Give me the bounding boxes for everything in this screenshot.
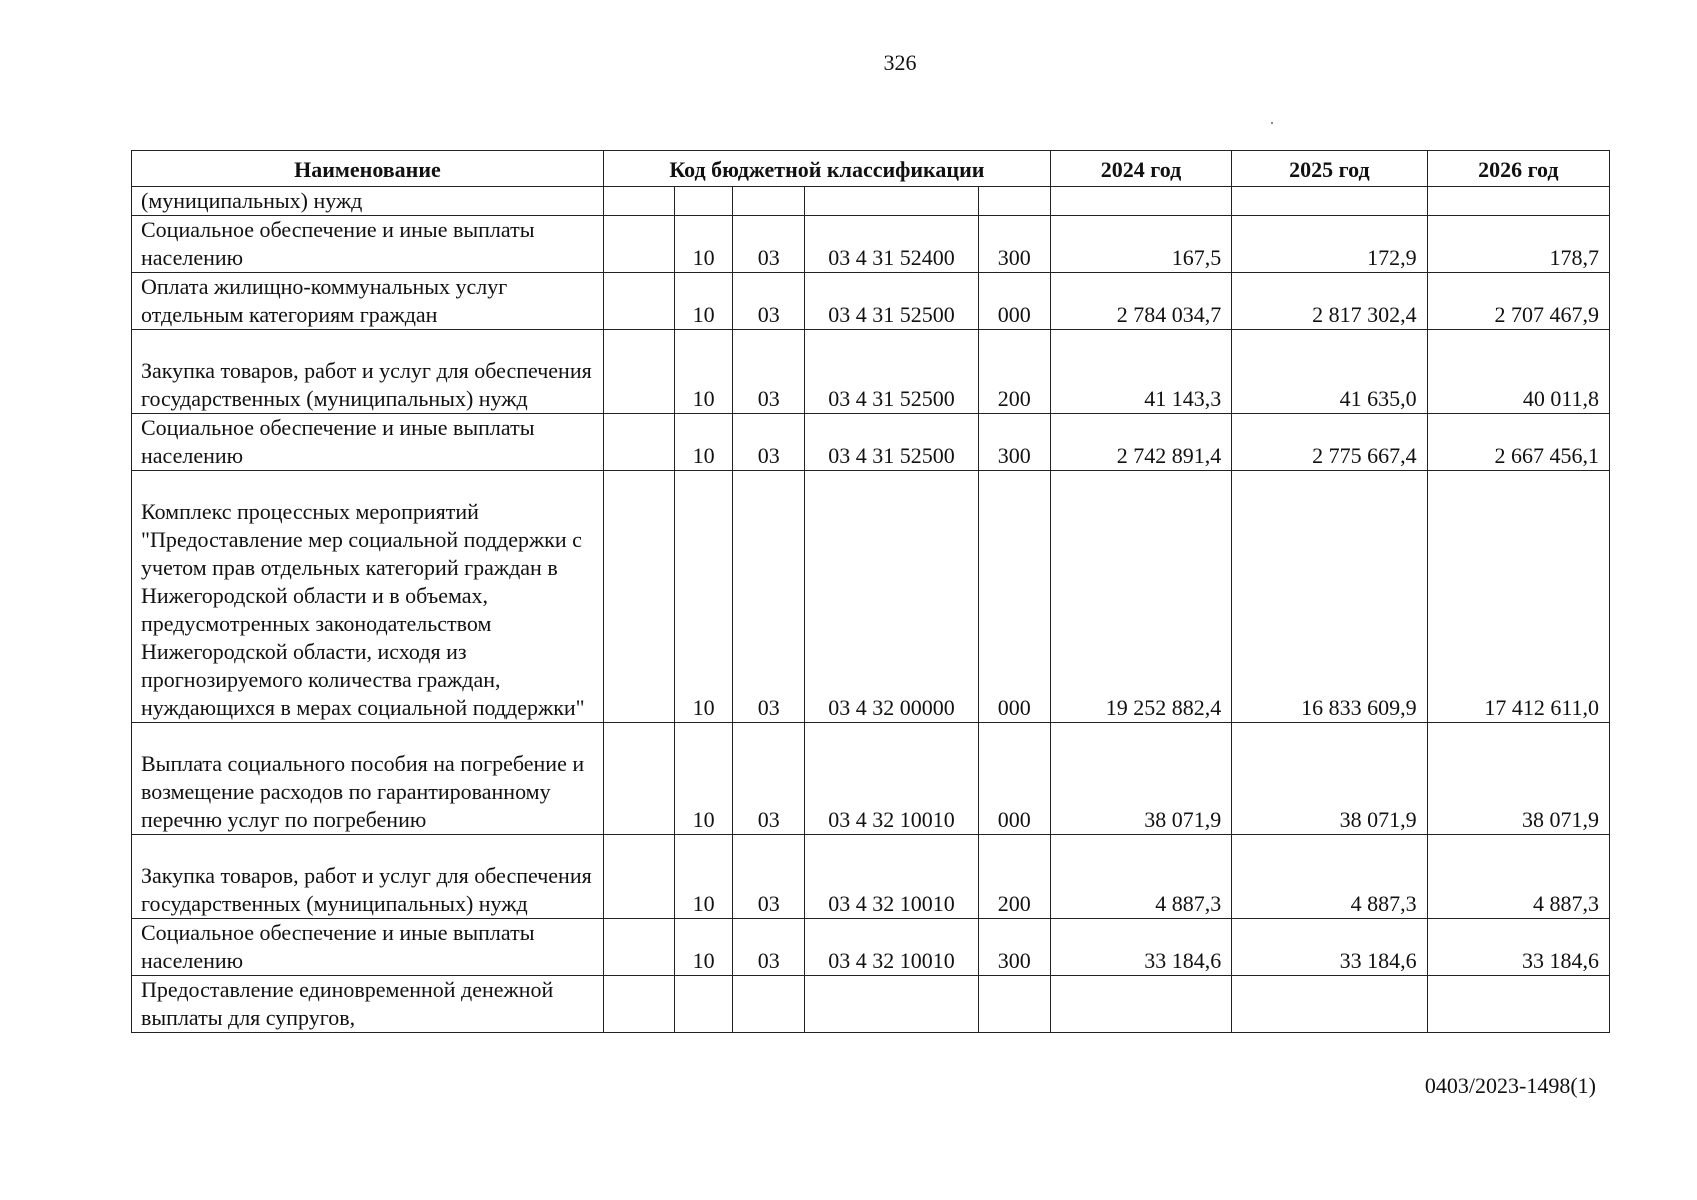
code-target: 03 4 31 52400 <box>805 216 978 273</box>
code-expense-type: 000 <box>978 273 1050 330</box>
value-2026: 40 011,8 <box>1427 330 1609 414</box>
code-target <box>805 187 978 216</box>
row-name: Закупка товаров, работ и услуг для обеспечения государственных (муниципальных) нужд <box>132 330 604 414</box>
header-2026: 2026 год <box>1427 151 1609 187</box>
code-target: 03 4 31 52500 <box>805 273 978 330</box>
code-expense-type: 300 <box>978 919 1050 976</box>
page-number-text: 326 <box>883 50 917 75</box>
code-subsection: 03 <box>733 330 805 414</box>
value-2026: 33 184,6 <box>1427 919 1609 976</box>
code-blank <box>603 330 674 414</box>
code-expense-type: 000 <box>978 471 1050 723</box>
code-blank <box>603 273 674 330</box>
value-2025: 16 833 609,9 <box>1232 471 1427 723</box>
document-footer-code: 0403/2023-1498(1) <box>1424 1073 1596 1098</box>
code-section: 10 <box>675 414 733 471</box>
value-2025: 172,9 <box>1232 216 1427 273</box>
code-subsection: 03 <box>733 835 805 919</box>
row-name: Социальное обеспечение и иные выплаты населению <box>132 919 604 976</box>
code-subsection <box>733 976 805 1033</box>
value-2025: 38 071,9 <box>1232 723 1427 835</box>
value-2026: 38 071,9 <box>1427 723 1609 835</box>
code-subsection: 03 <box>733 273 805 330</box>
value-2025: 2 817 302,4 <box>1232 273 1427 330</box>
value-2025 <box>1232 187 1427 216</box>
code-section <box>675 976 733 1033</box>
code-blank <box>603 976 674 1033</box>
code-subsection: 03 <box>733 414 805 471</box>
code-expense-type: 200 <box>978 835 1050 919</box>
code-subsection: 03 <box>733 216 805 273</box>
row-name: Комплекс процессных мероприятий "Предоставление мер социальной поддержки с учетом прав отдельных категорий граждан в Нижегородской области и в объемах, предусмотренных законодательством Нижегородской области, исходя из прогнозируемого количества граждан, нуждающихся в мерах социальной поддержки" <box>132 471 604 723</box>
value-2026: 4 887,3 <box>1427 835 1609 919</box>
value-2026: 17 412 611,0 <box>1427 471 1609 723</box>
table-row <box>132 835 1610 919</box>
code-expense-type: 200 <box>978 330 1050 414</box>
code-section: 10 <box>675 471 733 723</box>
value-2024 <box>1050 187 1231 216</box>
code-section: 10 <box>675 330 733 414</box>
table-row <box>132 414 1610 471</box>
row-name: Закупка товаров, работ и услуг для обеспечения государственных (муниципальных) нужд <box>132 835 604 919</box>
code-target <box>805 976 978 1033</box>
code-subsection: 03 <box>733 471 805 723</box>
value-2025 <box>1232 976 1427 1033</box>
value-2024: 19 252 882,4 <box>1050 471 1231 723</box>
table-row <box>132 330 1610 414</box>
header-budget-code: Код бюджетной классификации <box>603 151 1050 187</box>
row-name: Предоставление единовременной денежной выплаты для супругов, <box>132 976 604 1033</box>
row-name: Выплата социального пособия на погребение и возмещение расходов по гарантированному перечню услуг по погребению <box>132 723 604 835</box>
value-2026: 178,7 <box>1427 216 1609 273</box>
value-2024: 33 184,6 <box>1050 919 1231 976</box>
code-section: 10 <box>675 919 733 976</box>
row-name: Социальное обеспечение и иные выплаты населению <box>132 216 604 273</box>
value-2024: 2 784 034,7 <box>1050 273 1231 330</box>
row-name: Оплата жилищно-коммунальных услуг отдельным категориям граждан <box>132 273 604 330</box>
header-name: Наименование <box>132 151 604 187</box>
budget-table <box>131 150 1610 1033</box>
table-row <box>132 216 1610 273</box>
table-row <box>132 187 1610 216</box>
header-2025: 2025 год <box>1232 151 1427 187</box>
code-section <box>675 187 733 216</box>
code-expense-type <box>978 187 1050 216</box>
value-2024: 38 071,9 <box>1050 723 1231 835</box>
code-expense-type: 300 <box>978 414 1050 471</box>
value-2026 <box>1427 976 1609 1033</box>
code-subsection <box>733 187 805 216</box>
code-blank <box>603 723 674 835</box>
scan-speck <box>1271 122 1273 124</box>
code-blank <box>603 835 674 919</box>
code-section: 10 <box>675 273 733 330</box>
table-row <box>132 723 1610 835</box>
page-number <box>0 50 1697 76</box>
code-target: 03 4 32 10010 <box>805 835 978 919</box>
value-2024 <box>1050 976 1231 1033</box>
code-subsection: 03 <box>733 723 805 835</box>
value-2025: 41 635,0 <box>1232 330 1427 414</box>
code-blank <box>603 471 674 723</box>
table-row <box>132 976 1610 1033</box>
code-section: 10 <box>675 216 733 273</box>
table-row <box>132 471 1610 723</box>
value-2024: 4 887,3 <box>1050 835 1231 919</box>
code-blank <box>603 216 674 273</box>
row-name: (муниципальных) нужд <box>132 187 604 216</box>
value-2026: 2 667 456,1 <box>1427 414 1609 471</box>
code-expense-type: 300 <box>978 216 1050 273</box>
code-target: 03 4 31 52500 <box>805 414 978 471</box>
code-blank <box>603 187 674 216</box>
code-section: 10 <box>675 723 733 835</box>
table-body <box>132 187 1610 1033</box>
value-2026 <box>1427 187 1609 216</box>
code-target: 03 4 32 10010 <box>805 723 978 835</box>
code-expense-type <box>978 976 1050 1033</box>
code-blank <box>603 414 674 471</box>
code-expense-type: 000 <box>978 723 1050 835</box>
table-row <box>132 919 1610 976</box>
value-2024: 41 143,3 <box>1050 330 1231 414</box>
value-2024: 167,5 <box>1050 216 1231 273</box>
code-target: 03 4 32 00000 <box>805 471 978 723</box>
value-2025: 4 887,3 <box>1232 835 1427 919</box>
code-subsection: 03 <box>733 919 805 976</box>
value-2024: 2 742 891,4 <box>1050 414 1231 471</box>
code-section: 10 <box>675 835 733 919</box>
code-blank <box>603 919 674 976</box>
table-header-row <box>132 151 1610 187</box>
code-target: 03 4 31 52500 <box>805 330 978 414</box>
value-2026: 2 707 467,9 <box>1427 273 1609 330</box>
row-name: Социальное обеспечение и иные выплаты населению <box>132 414 604 471</box>
header-2024: 2024 год <box>1050 151 1231 187</box>
value-2025: 2 775 667,4 <box>1232 414 1427 471</box>
table-row <box>132 273 1610 330</box>
value-2025: 33 184,6 <box>1232 919 1427 976</box>
code-target: 03 4 32 10010 <box>805 919 978 976</box>
